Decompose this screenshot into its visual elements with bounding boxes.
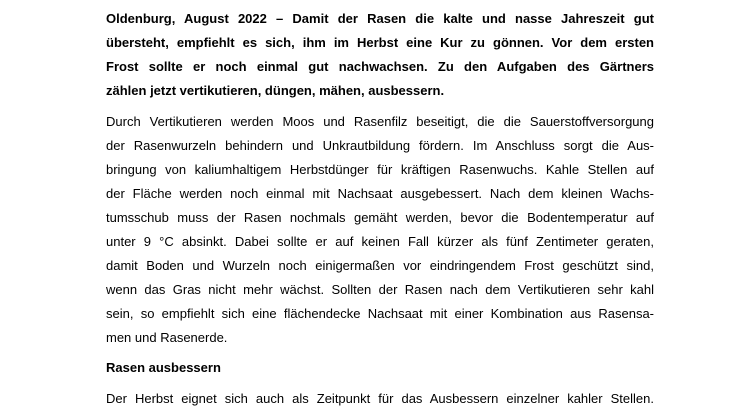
lead-paragraph (106, 7, 654, 103)
lead-line: Oldenburg, August 2022 – Damit der Rasen die kalte und nasse Jahreszeit gut (106, 11, 654, 26)
body-line: tumsschub muss der Rasen nochmals gemäht werden, bevor die Bodentemperatur auf (106, 210, 654, 225)
section-heading: Rasen ausbessern (106, 360, 221, 375)
body-line: sein, so empfiehlt sich eine flächendecke Nachsaat mit einer Kombination aus Rasensa- (106, 306, 654, 321)
body-paragraph (106, 110, 654, 350)
body-line: men und Rasenerde. (106, 330, 228, 345)
lead-line: zählen jetzt vertikutieren, düngen, mähen, ausbessern. (106, 83, 445, 98)
tail-paragraph (106, 387, 654, 411)
body-line: unter 9 °C absinkt. Dabei sollte er auf keinen Fall kürzer als fünf Zentimeter geraten, (106, 234, 654, 249)
body-line: bringung von kaliumhaltigem Herbstdünger für kräftigen Rasenwuchs. Kahle Stellen auf (106, 162, 654, 177)
body-line: der Rasenwurzeln behindern und Unkrautbildung fördern. Im Anschluss sorgt die Aus- (106, 138, 654, 153)
lead-line: übersteht, empfiehlt es sich, ihm im Herbst eine Kur zu gönnen. Vor dem ersten (106, 35, 654, 50)
lead-line: Frost sollte er noch einmal gut nachwachsen. Zu den Aufgaben des Gärtners (106, 59, 654, 74)
body-line: wenn das Gras nicht mehr wächst. Sollten der Rasen nach dem Vertikutieren sehr kahl (106, 282, 654, 297)
body-line: Durch Vertikutieren werden Moos und Rasenfilz beseitigt, die die Sauerstoffversorgung (106, 114, 654, 129)
tail-line: Der Herbst eignet sich auch als Zeitpunkt für das Ausbessern einzelner kahler Stellen. (106, 391, 654, 406)
body-line: der Fläche werden noch einmal mit Nachsaat ausgebessert. Nach dem kleinen Wachs- (106, 186, 654, 201)
body-line: damit Boden und Wurzeln noch einigermaßen vor eindringendem Frost geschützt sind, (106, 258, 654, 273)
